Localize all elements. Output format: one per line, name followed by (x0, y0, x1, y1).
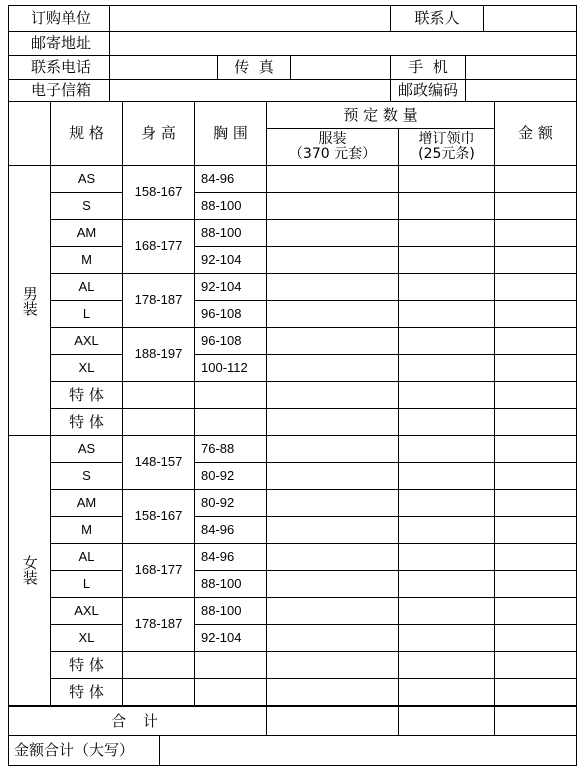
total-clothing-input[interactable] (267, 706, 399, 736)
clothing-qty-input[interactable] (267, 463, 399, 490)
amount-input[interactable] (495, 274, 577, 301)
clothing-qty-input[interactable] (267, 679, 399, 706)
size-cell: AL (51, 274, 123, 301)
size-cell: L (51, 571, 123, 598)
chest-cell: 88-100 (195, 571, 267, 598)
collar-qty-input[interactable] (399, 193, 495, 220)
collar-qty-input[interactable] (399, 490, 495, 517)
male-section-label (9, 166, 51, 436)
size-cell: AS (51, 166, 123, 193)
female-label: 女装 (20, 555, 39, 586)
collar-price: (25元条) (418, 146, 475, 162)
contact-person-label: 联系人 (391, 6, 484, 32)
phone-label: 联系电话 (9, 56, 110, 80)
clothing-qty-input[interactable] (267, 490, 399, 517)
mobile-field[interactable] (466, 56, 577, 80)
amount-input[interactable] (495, 679, 577, 706)
amount-input[interactable] (495, 490, 577, 517)
collar-qty-input[interactable] (399, 517, 495, 544)
size-cell: M (51, 517, 123, 544)
amount-input[interactable] (495, 301, 577, 328)
height-header: 身 高 (123, 102, 195, 166)
height-cell: 158-167 (123, 166, 195, 220)
collar-qty-input[interactable] (399, 382, 495, 409)
size-cell: S (51, 463, 123, 490)
height-cell: 168-177 (123, 220, 195, 274)
amount-header: 金 额 (495, 102, 577, 166)
size-cell: XL (51, 625, 123, 652)
collar-qty-input[interactable] (399, 571, 495, 598)
collar-qty-input[interactable] (399, 463, 495, 490)
height-input[interactable] (123, 382, 195, 409)
chest-cell: 100-112 (195, 355, 267, 382)
collar-qty-input[interactable] (399, 598, 495, 625)
chest-input[interactable] (195, 382, 267, 409)
size-cell: AM (51, 490, 123, 517)
chest-cell: 84-96 (195, 517, 267, 544)
clothing-qty-input[interactable] (267, 355, 399, 382)
clothing-qty-input[interactable] (267, 382, 399, 409)
amount-input[interactable] (495, 544, 577, 571)
amount-input[interactable] (495, 382, 577, 409)
clothing-qty-input[interactable] (267, 517, 399, 544)
collar-qty-input[interactable] (399, 625, 495, 652)
collar-label: 增订领巾 (418, 131, 475, 148)
male-label: 男装 (20, 285, 39, 316)
height-cell: 158-167 (123, 490, 195, 544)
clothing-label: 服装 (318, 131, 347, 148)
height-cell: 178-187 (123, 274, 195, 328)
amount-input[interactable] (495, 193, 577, 220)
collar-qty-input[interactable] (399, 355, 495, 382)
special-size-cell: 特 体 (51, 382, 123, 409)
amount-input[interactable] (495, 247, 577, 274)
amount-words-table (8, 735, 577, 766)
amount-words-label: 金额合计（大写） (9, 736, 160, 766)
amount-input[interactable] (495, 220, 577, 247)
chest-cell: 96-108 (195, 301, 267, 328)
special-size-cell: 特 体 (51, 652, 123, 679)
amount-input[interactable] (495, 328, 577, 355)
total-label: 合 计 (9, 706, 267, 736)
clothing-qty-input[interactable] (267, 598, 399, 625)
collar-qty-input[interactable] (399, 220, 495, 247)
collar-qty-input[interactable] (399, 301, 495, 328)
chest-cell: 80-92 (195, 463, 267, 490)
fax-field[interactable] (291, 56, 391, 80)
chest-cell: 92-104 (195, 625, 267, 652)
clothing-qty-input[interactable] (267, 193, 399, 220)
amount-input[interactable] (495, 517, 577, 544)
height-input[interactable] (123, 652, 195, 679)
amount-input[interactable] (495, 436, 577, 463)
chest-header: 胸 围 (195, 102, 267, 166)
chest-input[interactable] (195, 679, 267, 706)
size-cell: AM (51, 220, 123, 247)
chest-input[interactable] (195, 409, 267, 436)
total-collar-input[interactable] (399, 706, 495, 736)
chest-input[interactable] (195, 652, 267, 679)
amount-input[interactable] (495, 166, 577, 193)
chest-cell: 88-100 (195, 598, 267, 625)
special-size-cell: 特 体 (51, 679, 123, 706)
order-unit-label: 订购单位 (9, 6, 110, 32)
special-size-cell: 特 体 (51, 409, 123, 436)
preset-quantity-header: 预 定 数 量 (267, 102, 495, 129)
height-cell: 188-197 (123, 328, 195, 382)
size-cell: AXL (51, 328, 123, 355)
collar-qty-input[interactable] (399, 436, 495, 463)
collar-qty-input[interactable] (399, 679, 495, 706)
header-blank (9, 102, 51, 166)
mobile-label: 手 机 (391, 56, 466, 80)
amount-input[interactable] (495, 625, 577, 652)
height-input[interactable] (123, 409, 195, 436)
chest-cell: 96-108 (195, 328, 267, 355)
amount-input[interactable] (495, 571, 577, 598)
size-cell: AL (51, 544, 123, 571)
clothing-qty-input[interactable] (267, 220, 399, 247)
clothing-qty-input[interactable] (267, 571, 399, 598)
height-cell: 168-177 (123, 544, 195, 598)
clothing-qty-input[interactable] (267, 274, 399, 301)
clothing-qty-input[interactable] (267, 247, 399, 274)
height-input[interactable] (123, 679, 195, 706)
size-cell: XL (51, 355, 123, 382)
address-label: 邮寄地址 (9, 32, 110, 56)
order-form (8, 5, 576, 766)
size-cell: L (51, 301, 123, 328)
collar-qty-input[interactable] (399, 274, 495, 301)
clothing-qty-input[interactable] (267, 625, 399, 652)
postcode-label: 邮政编码 (391, 80, 466, 102)
amount-input[interactable] (495, 463, 577, 490)
email-label: 电子信箱 (9, 80, 110, 102)
amount-words-field[interactable] (160, 736, 577, 766)
chest-cell: 84-96 (195, 166, 267, 193)
chest-cell: 76-88 (195, 436, 267, 463)
clothing-qty-input[interactable] (267, 409, 399, 436)
postcode-field[interactable] (466, 80, 577, 102)
chest-cell: 88-100 (195, 220, 267, 247)
collar-qty-input[interactable] (399, 328, 495, 355)
chest-cell: 92-104 (195, 247, 267, 274)
contact-person-field[interactable] (484, 6, 577, 32)
total-amount-input[interactable] (495, 706, 577, 736)
clothing-price: （370 元套） (288, 146, 377, 162)
clothing-qty-input[interactable] (267, 166, 399, 193)
address-field[interactable] (110, 32, 577, 56)
collar-qty-input[interactable] (399, 247, 495, 274)
collar-qty-input[interactable] (399, 544, 495, 571)
size-cell: M (51, 247, 123, 274)
email-field[interactable] (110, 80, 391, 102)
chest-cell: 88-100 (195, 193, 267, 220)
amount-input[interactable] (495, 598, 577, 625)
clothing-qty-input[interactable] (267, 652, 399, 679)
female-section-label (9, 436, 51, 706)
size-cell: S (51, 193, 123, 220)
spec-header: 规 格 (51, 102, 123, 166)
clothing-qty-input[interactable] (267, 301, 399, 328)
clothing-qty-input[interactable] (267, 544, 399, 571)
phone-field[interactable] (110, 56, 218, 80)
collar-header (399, 129, 495, 166)
chest-cell: 80-92 (195, 490, 267, 517)
fax-label: 传 真 (218, 56, 291, 80)
order-unit-field[interactable] (110, 6, 391, 32)
collar-qty-input[interactable] (399, 409, 495, 436)
clothing-header (267, 129, 399, 166)
collar-qty-input[interactable] (399, 166, 495, 193)
collar-qty-input[interactable] (399, 652, 495, 679)
clothing-qty-input[interactable] (267, 436, 399, 463)
size-cell: AS (51, 436, 123, 463)
height-cell: 148-157 (123, 436, 195, 490)
height-cell: 178-187 (123, 598, 195, 652)
amount-input[interactable] (495, 355, 577, 382)
size-cell: AXL (51, 598, 123, 625)
order-table (8, 101, 577, 736)
clothing-qty-input[interactable] (267, 328, 399, 355)
amount-input[interactable] (495, 409, 577, 436)
chest-cell: 92-104 (195, 274, 267, 301)
chest-cell: 84-96 (195, 544, 267, 571)
amount-input[interactable] (495, 652, 577, 679)
contact-info-table (8, 5, 577, 102)
